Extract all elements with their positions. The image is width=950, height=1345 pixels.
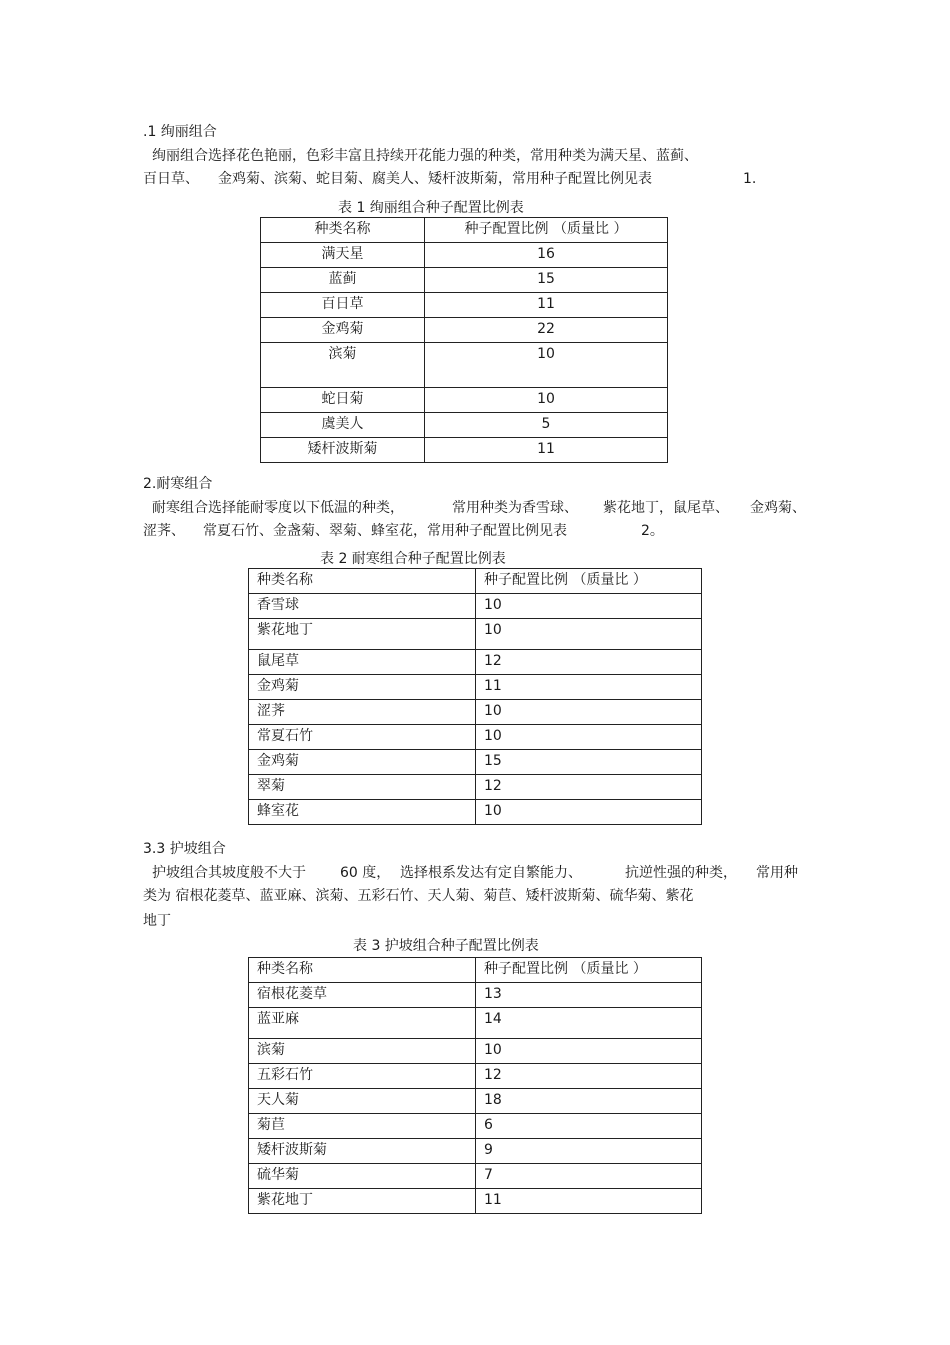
table3-cell-ratio: 7 [476, 1164, 702, 1189]
section2-paragraph-line2b: 常夏石竹、金盏菊、翠菊、蜂室花，常用种子配置比例见表 [203, 523, 567, 539]
table3-cell-ratio: 13 [476, 983, 702, 1008]
table2-cell-ratio: 11 [476, 675, 702, 700]
table3-header-species: 种类名称 [249, 958, 476, 983]
table3-cell-species: 五彩石竹 [249, 1064, 476, 1089]
table1-cell-species: 满天星 [261, 243, 425, 268]
table-row [261, 438, 668, 463]
table1-caption: 表 1 绚丽组合种子配置比例表 [338, 200, 524, 216]
table3-cell-ratio: 6 [476, 1114, 702, 1139]
table-row [249, 983, 702, 1008]
table3 [248, 957, 702, 1214]
table2-header-species: 种类名称 [249, 569, 476, 594]
table3-cell-species: 天人菊 [249, 1089, 476, 1114]
table2-cell-species: 涩荠 [249, 700, 476, 725]
table-row [249, 1008, 702, 1039]
table1-cell-species: 蛇日菊 [261, 388, 425, 413]
table2-cell-species: 蜂室花 [249, 800, 476, 825]
table1-cell-species: 矮杆波斯菊 [261, 438, 425, 463]
table2-cell-ratio: 15 [476, 750, 702, 775]
section3-paragraph-line1e: 常用种 [756, 865, 798, 881]
table3-header-ratio: 种子配置比例 （质量比 ） [476, 958, 702, 983]
table1-header-species: 种类名称 [261, 218, 425, 243]
table-row [249, 725, 702, 750]
table2-cell-species: 香雪球 [249, 594, 476, 619]
table1-header-ratio: 种子配置比例 （质量比 ） [425, 218, 668, 243]
table-row [249, 1114, 702, 1139]
table-row [261, 243, 668, 268]
table2-cell-ratio: 12 [476, 650, 702, 675]
table-row [249, 1089, 702, 1114]
table-row [249, 700, 702, 725]
table1-cell-ratio: 10 [425, 388, 668, 413]
table-row [249, 1164, 702, 1189]
section3-paragraph-line1a: 护坡组合其坡度般不大于 [152, 865, 306, 881]
table2-cell-species: 常夏石竹 [249, 725, 476, 750]
table1-cell-ratio: 15 [425, 268, 668, 293]
section3-paragraph-line1c: 选择根系发达有定自繁能力、 [400, 865, 582, 881]
table-row [261, 318, 668, 343]
table2-cell-ratio: 12 [476, 775, 702, 800]
section3-paragraph-line1b: 60 度， [340, 865, 391, 881]
section1-table-reference: 1. [743, 171, 757, 187]
section2-table-reference: 2。 [641, 523, 664, 539]
table2-cell-species: 鼠尾草 [249, 650, 476, 675]
table3-cell-ratio: 12 [476, 1064, 702, 1089]
table2 [248, 568, 702, 825]
table2-header-ratio: 种子配置比例 （质量比 ） [476, 569, 702, 594]
section1-paragraph-line1: 绚丽组合选择花色艳丽，色彩丰富且持续开花能力强的种类，常用种类为满天星、蓝蓟、 [152, 148, 698, 164]
table2-cell-species: 金鸡菊 [249, 675, 476, 700]
table1-cell-species: 蓝蓟 [261, 268, 425, 293]
table-row [261, 268, 668, 293]
table1-cell-ratio: 16 [425, 243, 668, 268]
table2-caption: 表 2 耐寒组合种子配置比例表 [320, 551, 506, 567]
table-row [261, 293, 668, 318]
section1-heading: .1 绚丽组合 [143, 124, 217, 140]
table2-cell-species: 金鸡菊 [249, 750, 476, 775]
table1-header-row [261, 218, 668, 243]
section2-paragraph-line1a: 耐寒组合选择能耐零度以下低温的种类， [152, 500, 404, 516]
table3-cell-species: 矮杆波斯菊 [249, 1139, 476, 1164]
table3-cell-ratio: 14 [476, 1008, 702, 1039]
table3-cell-ratio: 11 [476, 1189, 702, 1214]
table1-cell-species: 金鸡菊 [261, 318, 425, 343]
table2-header-row [249, 569, 702, 594]
section3-heading: 3.3 护坡组合 [143, 841, 226, 857]
table-row [261, 343, 668, 388]
table1-cell-ratio: 5 [425, 413, 668, 438]
table2-cell-ratio: 10 [476, 800, 702, 825]
table1-cell-species: 滨菊 [261, 343, 425, 388]
table3-cell-species: 蓝亚麻 [249, 1008, 476, 1039]
table-row [249, 775, 702, 800]
table-row [249, 619, 702, 650]
table-row [249, 1189, 702, 1214]
table2-cell-ratio: 10 [476, 725, 702, 750]
section2-heading: 2.耐寒组合 [143, 476, 213, 492]
section1-paragraph-line2a: 百日草、 [143, 171, 199, 187]
table2-cell-ratio: 10 [476, 700, 702, 725]
table2-cell-species: 紫花地丁 [249, 619, 476, 650]
table3-cell-ratio: 18 [476, 1089, 702, 1114]
table-row [249, 1039, 702, 1064]
table-row [249, 594, 702, 619]
section2-paragraph-line1d: 金鸡菊、 [750, 500, 806, 516]
section1-paragraph-line2b: 金鸡菊、滨菊、蛇目菊、腐美人、矮杆波斯菊，常用种子配置比例见表 [218, 171, 652, 187]
table3-cell-ratio: 10 [476, 1039, 702, 1064]
table3-cell-species: 紫花地丁 [249, 1189, 476, 1214]
table-row [261, 388, 668, 413]
table3-cell-species: 菊苣 [249, 1114, 476, 1139]
table3-header-row [249, 958, 702, 983]
section3-paragraph-line2: 类为 宿根花菱草、蓝亚麻、滨菊、五彩石竹、天人菊、菊苣、矮杆波斯菊、硫华菊、紫花 [143, 888, 694, 904]
table3-cell-species: 硫华菊 [249, 1164, 476, 1189]
table-row [249, 800, 702, 825]
table1-cell-ratio: 11 [425, 293, 668, 318]
section3-paragraph-line1d: 抗逆性强的种类， [625, 865, 737, 881]
table1-cell-ratio: 11 [425, 438, 668, 463]
table1-cell-species: 虞美人 [261, 413, 425, 438]
table1-cell-ratio: 22 [425, 318, 668, 343]
table-row [249, 675, 702, 700]
section3-paragraph-line3: 地丁 [143, 913, 171, 929]
table2-cell-ratio: 10 [476, 619, 702, 650]
table2-cell-ratio: 10 [476, 594, 702, 619]
table1-cell-species: 百日草 [261, 293, 425, 318]
section2-paragraph-line1c: 紫花地丁，鼠尾草、 [603, 500, 729, 516]
table3-cell-species: 滨菊 [249, 1039, 476, 1064]
table-row [261, 413, 668, 438]
table1 [260, 217, 668, 463]
table3-cell-species: 宿根花菱草 [249, 983, 476, 1008]
table1-cell-ratio: 10 [425, 343, 668, 388]
table2-cell-species: 翠菊 [249, 775, 476, 800]
section2-paragraph-line2a: 涩荠、 [143, 523, 185, 539]
section2-paragraph-line1b: 常用种类为香雪球、 [452, 500, 578, 516]
table-row [249, 1139, 702, 1164]
table-row [249, 650, 702, 675]
table3-cell-ratio: 9 [476, 1139, 702, 1164]
table-row [249, 1064, 702, 1089]
table3-caption: 表 3 护坡组合种子配置比例表 [353, 938, 539, 954]
table-row [249, 750, 702, 775]
